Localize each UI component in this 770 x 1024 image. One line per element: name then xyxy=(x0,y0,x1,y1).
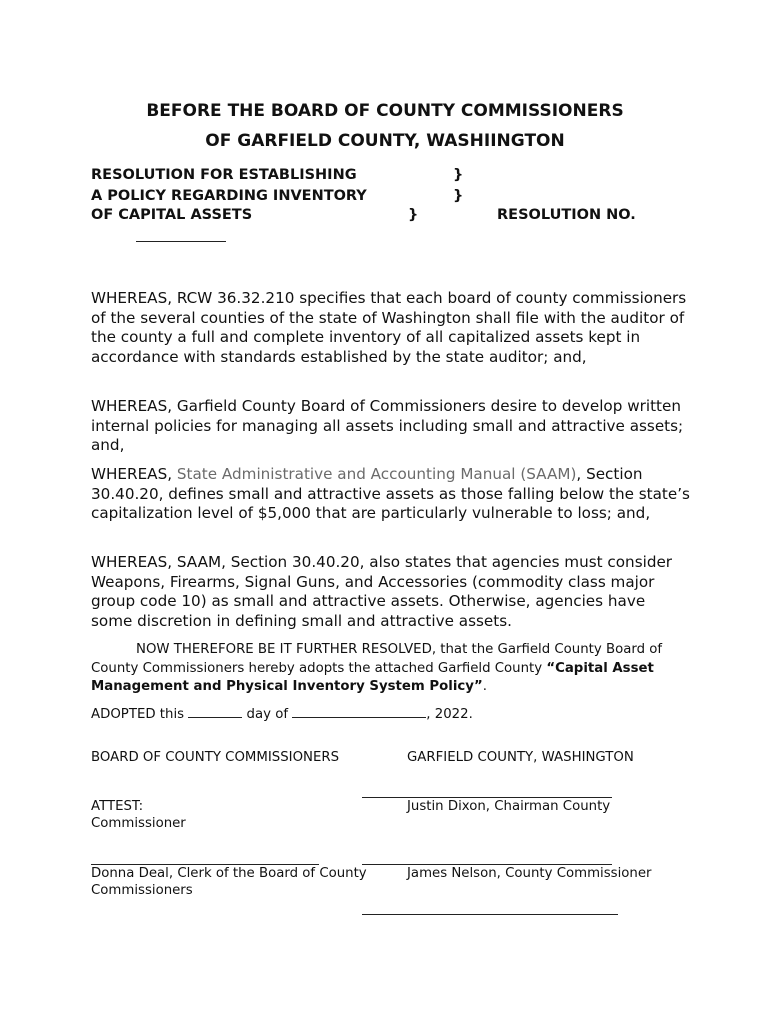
adopted-prefix: ADOPTED this xyxy=(91,707,185,722)
whereas-paragraph-2: WHEREAS, Garfield County Board of Commissioners desire to develop written internal policies for managing all assets including small and attractive assets; and, xyxy=(91,397,684,454)
adopted-suffix: , 2022. xyxy=(426,707,473,722)
caption-brace-2: } xyxy=(453,188,464,204)
whereas-paragraph-3 xyxy=(91,465,691,524)
saam-link[interactable]: State Administrative and Accounting Manual (SAAM) xyxy=(176,465,577,483)
signature-line-chairman xyxy=(362,797,612,798)
whereas-paragraph-1: WHEREAS, RCW 36.32.210 specifies that each board of county commissioners of the several counties of the state of Washington shall file with the auditor of the county a full and complete inventory of all capitalized assets kept in accordance with standards established by the state auditor; and, xyxy=(91,289,687,366)
clerk-name-line-2: Commissioners xyxy=(91,883,193,898)
resolved-end: . xyxy=(482,679,487,694)
whereas-3-rest: , Section 30.40.20, defines small and attractive assets as those falling below the state’s capitalization level of $5,000 that are particularly vulnerable to loss; and, xyxy=(91,465,690,522)
signature-line-clerk xyxy=(91,864,319,865)
commissioner-label: Commissioner xyxy=(91,816,186,831)
attest-label: ATTEST: xyxy=(91,799,144,814)
board-label: BOARD OF COUNTY COMMISSIONERS xyxy=(91,750,340,765)
whereas-3-prefix: WHEREAS, xyxy=(91,465,177,483)
adopted-mid: day of xyxy=(246,707,289,722)
adopted-day-blank xyxy=(188,705,242,718)
heading-county: OF GARFIELD COUNTY, WASHIINGTON xyxy=(205,131,565,151)
adopted-line xyxy=(91,705,473,722)
resolution-number-blank xyxy=(136,241,226,242)
chairman-name: Justin Dixon, Chairman County xyxy=(407,799,611,814)
signature-line-third xyxy=(362,914,618,915)
resolved-text: NOW THEREFORE BE IT FURTHER RESOLVED, that the Garfield County Board of County Commissioners hereby adopts the attached Garfield County xyxy=(91,642,663,676)
caption-brace-3: } xyxy=(408,207,419,223)
county-label: GARFIELD COUNTY, WASHINGTON xyxy=(407,750,634,765)
whereas-paragraph-4: WHEREAS, SAAM, Section 30.40.20, also states that agencies must consider Weapons, Firearms, Signal Guns, and Accessories (commodity class major group code 10) as small and attractive assets. Otherwise, agencies have some discretion in defining small and attractive assets. xyxy=(91,553,673,630)
policy-title: “Capital Asset Management and Physical Inventory System Policy” xyxy=(91,660,654,694)
signature-line-nelson xyxy=(362,864,612,865)
adopted-month-blank xyxy=(292,705,426,718)
caption-line-3: OF CAPITAL ASSETS xyxy=(91,207,253,223)
caption-brace-1: } xyxy=(453,167,464,183)
resolution-number-label: RESOLUTION NO. xyxy=(497,207,636,223)
caption-line-1: RESOLUTION FOR ESTABLISHING xyxy=(91,167,357,183)
caption-line-2: A POLICY REGARDING INVENTORY xyxy=(91,188,367,204)
nelson-name: James Nelson, County Commissioner xyxy=(407,866,652,881)
resolved-paragraph xyxy=(91,641,681,697)
clerk-name: Donna Deal, Clerk of the Board of County xyxy=(91,866,367,881)
heading-board: BEFORE THE BOARD OF COUNTY COMMISSIONERS xyxy=(146,101,624,121)
